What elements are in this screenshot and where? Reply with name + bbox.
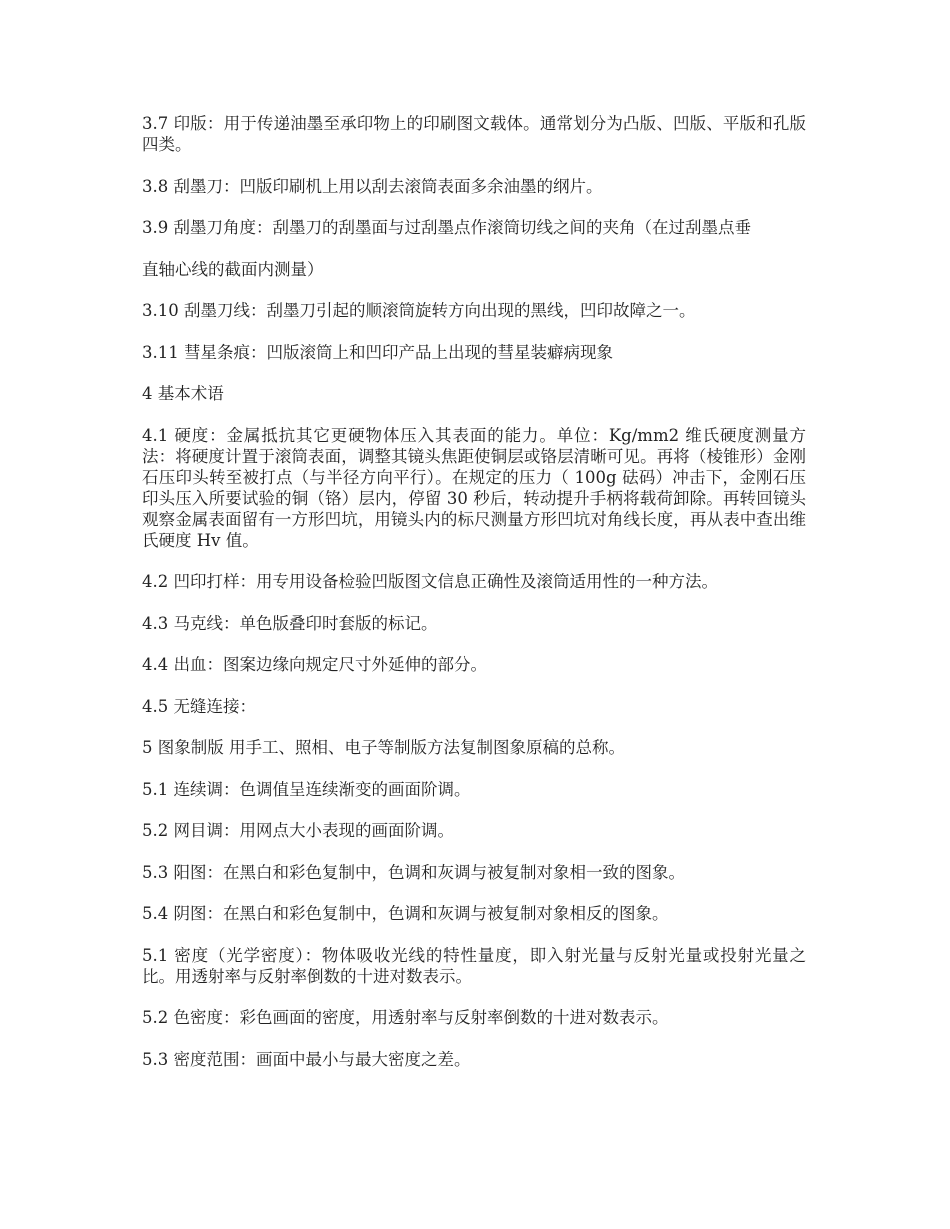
- paragraph-4-5: 4.5 无缝连接：: [142, 696, 256, 716]
- paragraph-3-8: 3.8 刮墨刀：凹版印刷机上用以刮去滚筒表面多余油墨的纲片。: [142, 176, 603, 196]
- paragraph-4-4: 4.4 出血：图案边缘向规定尺寸外延伸的部分。: [142, 655, 487, 674]
- paragraph-5-1-density: 5.1 密度（光学密度）：物体吸收光线的特性量度，即入射光量与反射光量或投射光量之比。用透射率与反射率倒数的十进对数表示。: [142, 945, 806, 986]
- paragraph-3-10: 3.10 刮墨刀线：刮墨刀引起的顺滚筒旋转方向出现的黑线，凹印故障之一。: [142, 301, 696, 320]
- paragraph-3-9-continued: 直轴心线的截面内测量）: [142, 259, 324, 279]
- section-heading-4: 4 基本术语: [142, 384, 224, 403]
- section-heading-5: 5 图象制版 用手工、照相、电子等制版方法复制图象原稿的总称。: [142, 738, 625, 757]
- paragraph-5-3-positive: 5.3 阳图：在黑白和彩色复制中，色调和灰调与被复制对象相一致的图象。: [142, 862, 685, 882]
- paragraph-3-11: 3.11 彗星条痕：凹版滚筒上和凹印产品上出现的彗星装癖病现象: [142, 342, 613, 362]
- paragraph-5-2-color-density: 5.2 色密度：彩色画面的密度，用透射率与反射率倒数的十进对数表示。: [142, 1008, 669, 1027]
- paragraph-5-4-negative: 5.4 阴图：在黑白和彩色复制中，色调和灰调与被复制对象相反的图象。: [142, 904, 669, 923]
- paragraph-4-2: 4.2 凹印打样：用专用设备检验凹版图文信息正确性及滚筒适用性的一种方法。: [142, 572, 718, 591]
- paragraph-5-3-density-range: 5.3 密度范围：画面中最小与最大密度之差。: [142, 1049, 471, 1069]
- paragraph-5-1-continuous-tone: 5.1 连续调：色调值呈连续渐变的画面阶调。: [142, 779, 471, 799]
- document-page: [142, 113, 806, 1090]
- paragraph-3-7: 3.7 印版：用于传递油墨至承印物上的印刷图文载体。通常划分为凸版、凹版、平版和孔版四类。: [142, 114, 806, 154]
- paragraph-4-1: 4.1 硬度：金属抵抗其它更硬物体压入其表面的能力。单位：Kg/mm2 维氏硬度测量方法：将硬度计置于滚筒表面，调整其镜头焦距使铜层或铬层清晰可见。再将（棱锥形）金刚石压印头转至被打点（与半径方向平行）。在规定的压力（ 100g 砝码）冲击下，金刚石压印头压入所要试验的铜（铬）层内，停留 30 秒后，转动提升手柄将载荷卸除。再转回镜头观察金属表面留有一方形凹坑，用镜头内的标尺测量方形凹坑对角线长度，再从表中查出维氏硬度 Hv 值。: [142, 425, 806, 550]
- paragraph-3-9: 3.9 刮墨刀角度：刮墨刀的刮墨面与过刮墨点作滚筒切线之间的夹角（在过刮墨点垂: [142, 218, 751, 237]
- paragraph-5-2-halftone: 5.2 网目调：用网点大小表现的画面阶调。: [142, 821, 454, 840]
- paragraph-4-3: 4.3 马克线：单色版叠印时套版的标记。: [142, 613, 438, 633]
